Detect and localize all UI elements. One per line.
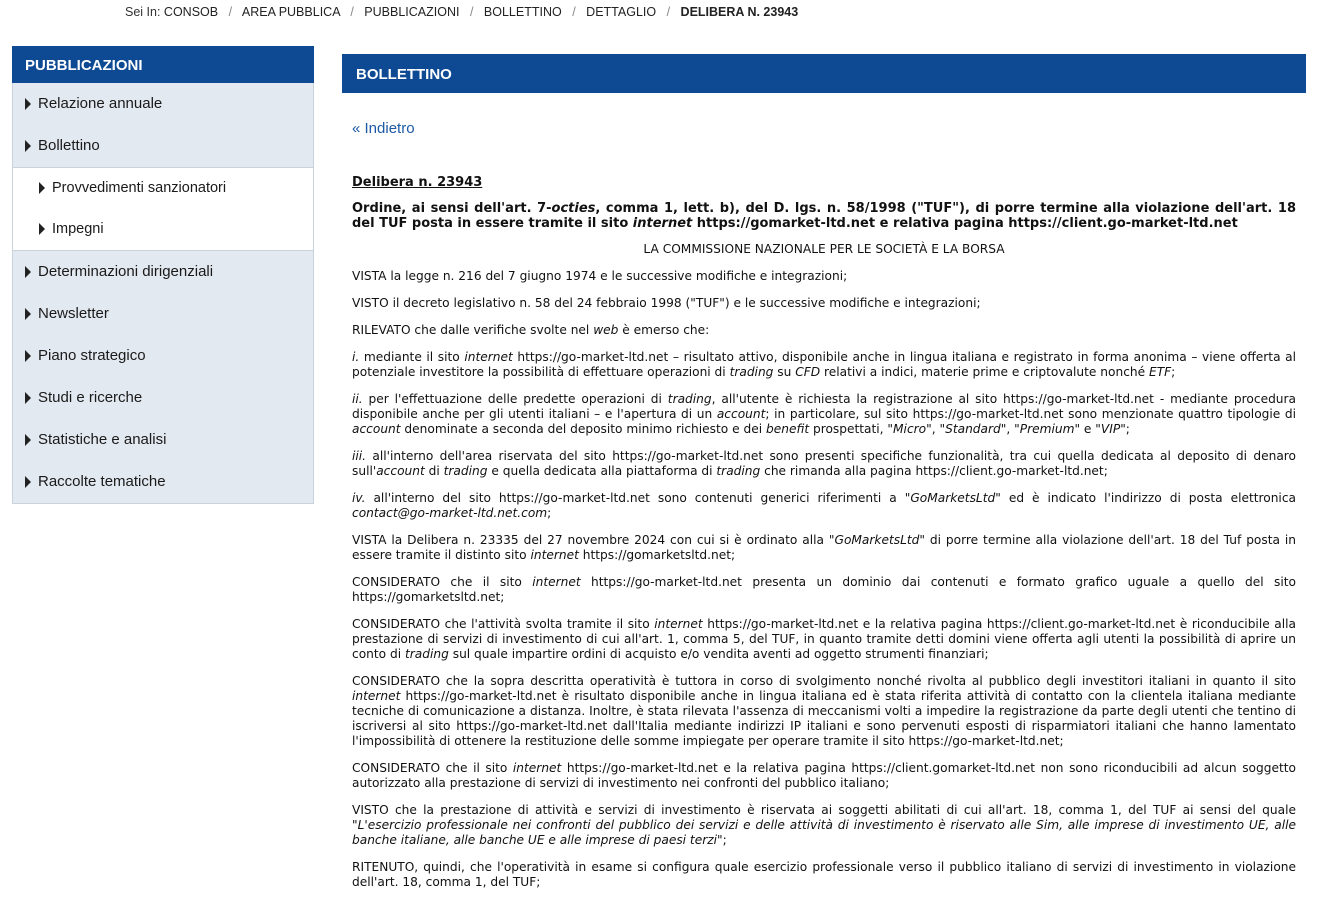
back-link[interactable]: « Indietro (352, 120, 415, 137)
breadcrumb-separator: / (572, 5, 576, 19)
main-content (342, 54, 1306, 902)
breadcrumb-item-bollettino[interactable]: BOLLETTINO (483, 5, 562, 19)
sidebar-item-label: Studi e ricerche (38, 389, 143, 406)
breadcrumb (125, 5, 798, 19)
sidebar-title: PUBBLICAZIONI (12, 46, 314, 83)
sidebar-item-label: Raccolte tematiche (38, 473, 166, 490)
document-authority: LA COMMISSIONE NAZIONALE PER LE SOCIETÀ E LA BORSA (643, 242, 1005, 256)
sidebar-item-raccolte-tematiche[interactable] (13, 461, 313, 503)
caret-right-icon (25, 140, 31, 152)
breadcrumb-prefix: Sei In: (125, 5, 161, 19)
breadcrumb-item-area-pubblica[interactable]: AREA PUBBLICA (241, 5, 340, 19)
document-paragraph: CONSIDERATO che il sito internet https://go-market-ltd.net e la relativa pagina https://client.gomarket-ltd.net non sono riconducibili ad alcun soggetto autorizzato alla prestazione di servizi di investimento nei confronti del pubblico italiano; (352, 761, 1296, 790)
document-paragraph: VISTA la Delibera n. 23335 del 27 novembre 2024 con cui si è ordinato alla "GoMarketsLtd" di porre termine alla violazione dell'art. 18 del Tuf posta in essere tramite il distinto sito internet https://gomarketsltd.net; (352, 533, 1296, 562)
sidebar-item-newsletter[interactable] (13, 293, 313, 335)
sidebar-menu (12, 83, 314, 504)
sidebar-item-piano-strategico[interactable] (13, 335, 313, 377)
document-paragraph: CONSIDERATO che l'attività svolta tramite il sito internet https://go-market-ltd.net e la relativa pagina https://client.go-market-ltd.net è riconducibile alla prestazione di servizi di investimento di cui all'art. 1, comma 5, del TUF, in quanto tramite detti domini viene offerta agli utenti la possibilità di aprire un conto di trading sul quale impartire ordini di acquisto e/o vendita aventi ad oggetto strumenti finanziari; (352, 617, 1296, 661)
caret-right-icon (25, 392, 31, 404)
document-paragraph: RITENUTO, quindi, che l'operatività in esame si configura quale esercizio professionale verso il pubblico italiano di servizi di investimento in violazione dell'art. 18, comma 1, del TUF; (352, 860, 1296, 889)
breadcrumb-separator: / (350, 5, 354, 19)
sidebar-item-label: Bollettino (38, 137, 100, 154)
document-heading: Ordine, ai sensi dell'art. 7-octies, comma 1, lett. b), del D. lgs. n. 58/1998 ("TUF"), di porre termine alla violazione dell'art. 18 del TUF posta in essere tramite il sito internet https://gomarket-ltd.net e relativa pagina https://client.go-market-ltd.net (352, 201, 1296, 231)
document-title: Delibera n. 23943 (352, 175, 483, 190)
sidebar-item-label: Impegni (52, 221, 104, 237)
document-paragraph: RILEVATO che dalle verifiche svolte nel web è emerso che: (352, 323, 710, 337)
document-paragraph: ii. per l'effettuazione delle predette operazioni di trading, all'utente è richiesta la registrazione al sito https://go-market-ltd.net - mediante procedura disponibile anche per gli utenti italiani – e l'apertura di un account; in particolare, sul sito https://go-market-ltd.net sono menzionate quattro tipologie di account denominate a seconda del deposito minimo richiesto e dei benefit prospettati, "Micro", "Standard", "Premium" e "VIP"; (352, 392, 1297, 436)
breadcrumb-item-pubblicazioni[interactable]: PUBBLICAZIONI (364, 5, 460, 19)
sidebar-submenu (13, 167, 313, 251)
document-paragraph: i. mediante il sito internet https://go-market-ltd.net – risultato attivo, disponibile anche in lingua italiana e registrato in forma anonima – viene offerta al potenziale investitore la possibilità di effettuare operazioni di trading su CFD relativi a indici, materie prime e criptovalute nonché ETF; (352, 350, 1296, 379)
section-title: BOLLETTINO (342, 54, 1306, 93)
document-paragraph: iv. all'interno del sito https://go-market-ltd.net sono contenuti generici riferimenti a "GoMarketsLtd" ed è indicato l'indirizzo di posta elettronica contact@go-market-ltd.net.com; (352, 491, 1296, 520)
breadcrumb-separator: / (469, 5, 474, 19)
breadcrumb-item-current: DELIBERA N. 23943 (680, 5, 799, 19)
document-paragraph: VISTO che la prestazione di attività e servizi di investimento è riservata ai soggetti abilitati di cui all'art. 18, comma 1, del TUF ai sensi del quale "L'esercizio professionale nei confronti del pubblico dei servizi e delle attività di investimento è riservato alle Sim, alle imprese di investimento UE, alle banche italiane, alle banche UE e alle imprese di paesi terzi"; (352, 803, 1296, 847)
caret-right-icon (25, 98, 31, 110)
caret-right-icon (25, 434, 31, 446)
document-body (352, 175, 1296, 890)
document-paragraph: VISTA la legge n. 216 del 7 giugno 1974 e le successive modifiche e integrazioni; (352, 269, 848, 283)
document-paragraph: CONSIDERATO che la sopra descritta operatività è tuttora in corso di svolgimento nonché rivolta al pubblico degli investitori italiani in quanto il sito internet https://go-market-ltd.net è risultato disponibile anche in lingua italiana ed è stata riferita attività di contatto con la clientela italiana mediante tecniche di comunicazione a distanza. Inoltre, è stata rilevata l'assenza di meccanismi volti a impedire la registrazione da parte degli utenti che tentino di iscriversi al sito https://go-market-ltd.net dall'Italia mediante indirizzi IP italiani e sono pervenuti esposti di risparmiatori italiani che hanno lamentato l'impossibilità di ottenere la restituzione delle somme impiegate per operare tramite il sito https://go-market-ltd.net; (352, 674, 1296, 748)
sidebar-item-label: Relazione annuale (38, 95, 163, 112)
sidebar (12, 46, 314, 504)
sidebar-item-bollettino[interactable] (13, 125, 313, 167)
sidebar-item-label: Provvedimenti sanzionatori (52, 180, 227, 196)
caret-right-icon (25, 266, 31, 278)
caret-right-icon (39, 223, 45, 235)
document-paragraph: VISTO il decreto legislativo n. 58 del 24 febbraio 1998 ("TUF") e le successive modifiche e integrazioni; (352, 296, 981, 310)
sidebar-item-label: Newsletter (38, 305, 109, 322)
sidebar-item-relazione-annuale[interactable] (13, 83, 313, 125)
caret-right-icon (25, 350, 31, 362)
breadcrumb-item-consob[interactable]: CONSOB (163, 5, 219, 19)
sidebar-item-statistiche-e-analisi[interactable] (13, 419, 313, 461)
breadcrumb-separator: / (666, 5, 671, 19)
breadcrumb-item-dettaglio[interactable]: DETTAGLIO (586, 5, 657, 19)
breadcrumb-separator: / (228, 5, 233, 19)
sidebar-item-label: Determinazioni dirigenziali (38, 263, 214, 280)
caret-right-icon (25, 476, 31, 488)
document-paragraph: iii. all'interno dell'area riservata del sito https://go-market-ltd.net sono presenti specifiche funzionalità, tra cui quella dedicata al deposito di denaro sull'account di trading e quella dedicata alla piattaforma di trading che rimanda alla pagina https://client.go-market-ltd.net; (352, 449, 1296, 478)
sidebar-item-determinazioni-dirigenziali[interactable] (13, 251, 313, 293)
sidebar-item-label: Piano strategico (38, 347, 146, 364)
sidebar-item-impegni[interactable] (13, 209, 313, 250)
document-paragraph: CONSIDERATO che il sito internet https://go-market-ltd.net presenta un dominio dai contenuti e formato grafico uguale a quello del sito https://gomarketsltd.net; (352, 575, 1296, 604)
caret-right-icon (39, 182, 45, 194)
caret-right-icon (25, 308, 31, 320)
document-paragraphs (352, 269, 1296, 890)
sidebar-item-label: Statistiche e analisi (38, 431, 167, 448)
sidebar-item-provvedimenti-sanzionatori[interactable] (13, 168, 313, 209)
sidebar-item-studi-e-ricerche[interactable] (13, 377, 313, 419)
